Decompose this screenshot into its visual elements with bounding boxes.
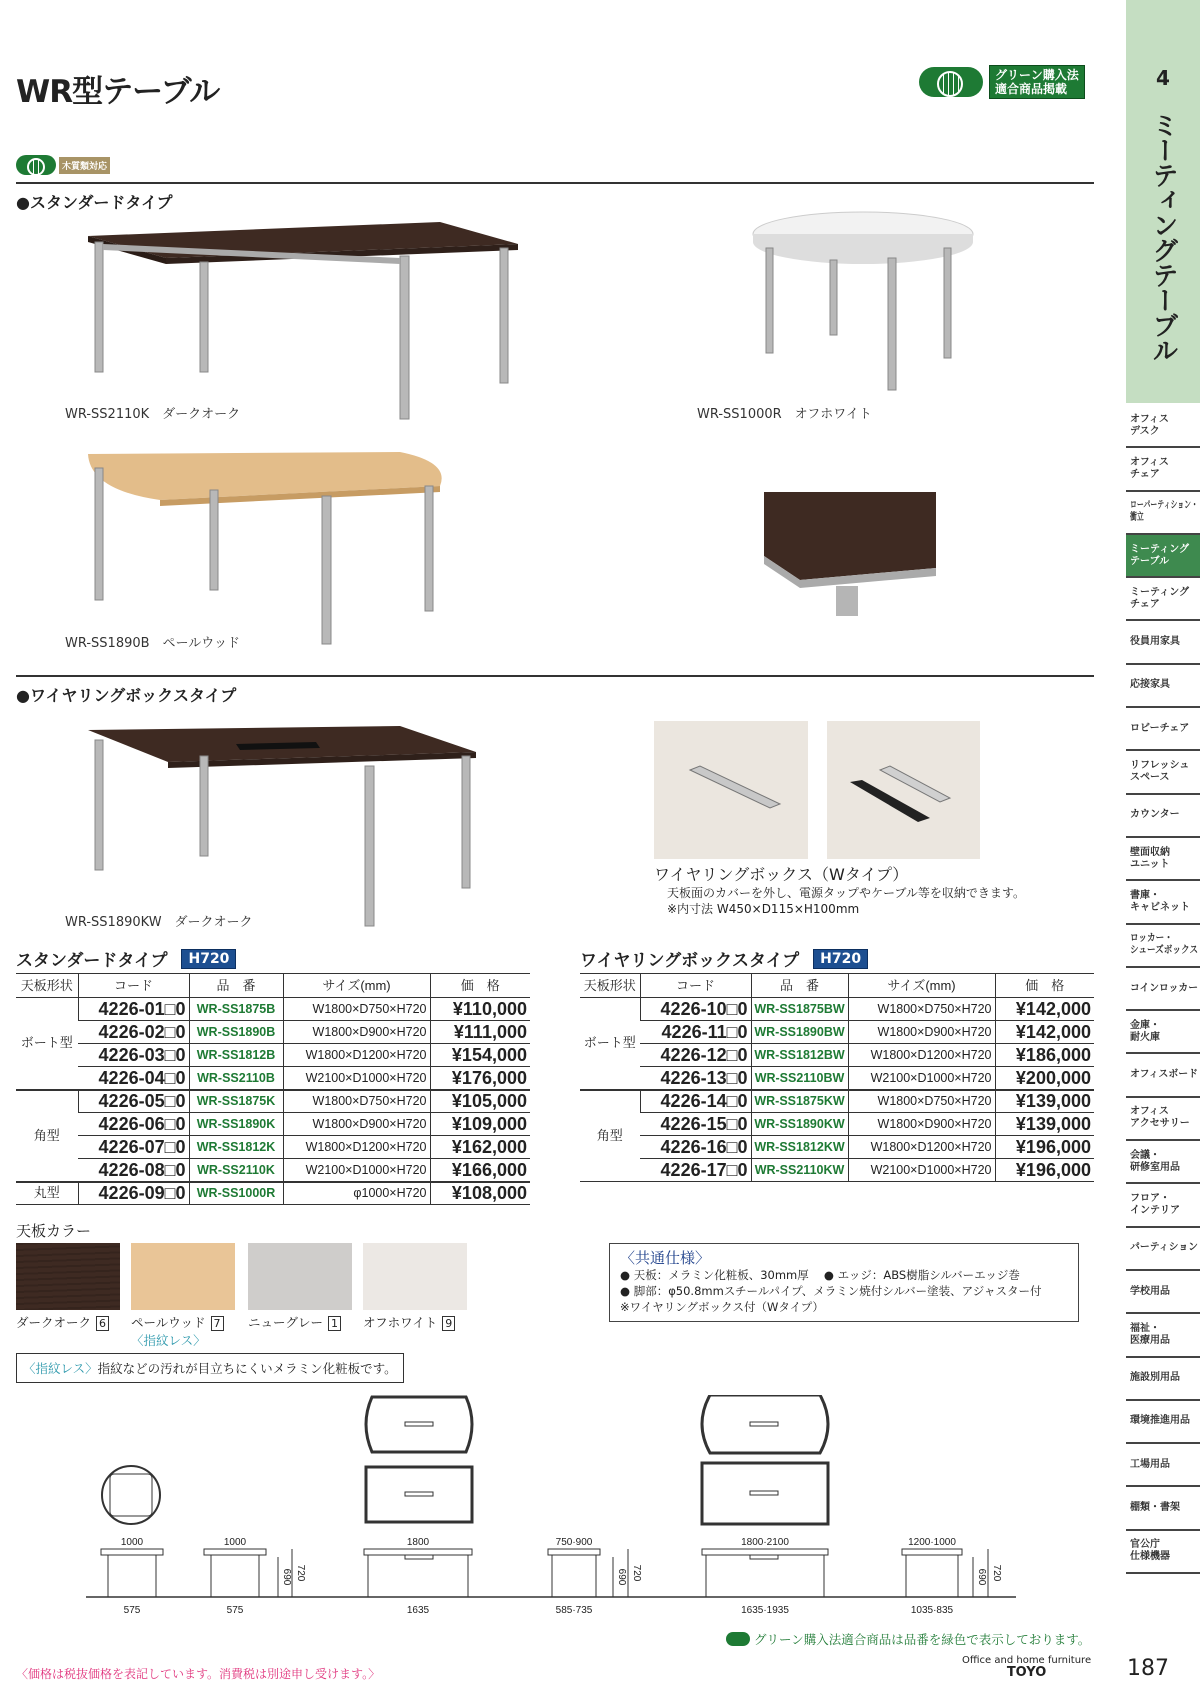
green-purchase-note	[726, 1630, 1090, 1648]
plan-boat-2	[702, 1395, 828, 1453]
column-header: 品 番	[189, 974, 283, 998]
color-name: ニューグレー	[248, 1315, 324, 1330]
elev-4	[548, 1549, 628, 1597]
chapter-index-item[interactable]	[1126, 838, 1200, 881]
size-cell: W1800×D900×H720	[848, 1113, 995, 1136]
chapter-index-item[interactable]	[1126, 1444, 1200, 1487]
size-cell: W1800×D750×H720	[283, 1090, 430, 1113]
brand-name: TOYO	[1006, 1665, 1047, 1680]
note-tag: 〈指紋レス〉	[23, 1361, 98, 1376]
chapter-index-label: コインロッカー	[1130, 982, 1198, 994]
code-cell: 4226-01□0	[78, 998, 189, 1021]
chapter-index-item[interactable]	[1126, 795, 1200, 838]
product-caption: WR-SS2110K ダークオーク	[65, 407, 241, 422]
table-row	[16, 1182, 530, 1205]
color-swatch	[248, 1243, 352, 1310]
pn-cell: WR-SS1875K	[189, 1090, 283, 1113]
shape-cell: ボート型	[16, 998, 78, 1090]
column-header: 価 格	[995, 974, 1094, 998]
wiring-box-desc: 天板面のカバーを外し、電源タップやケーブル等を収納できます。	[667, 886, 1025, 900]
dim-top: 1000	[120, 1537, 144, 1548]
chapter-title: ミーティングテーブル	[1148, 112, 1178, 362]
plan-round	[102, 1466, 160, 1524]
product-image-edge-closeup	[764, 492, 936, 616]
elev-2	[204, 1549, 292, 1597]
size-cell: W1800×D900×H720	[283, 1021, 430, 1044]
price-cell: ¥142,000	[995, 998, 1094, 1021]
pn-cell: WR-SS1812BW	[751, 1044, 848, 1067]
table-title-wiring	[580, 946, 868, 971]
size-cell: W1800×D750×H720	[848, 1090, 995, 1113]
table-header-row	[580, 974, 1094, 998]
code-cell: 4226-03□0	[78, 1044, 189, 1067]
chapter-index-item[interactable]	[1126, 1314, 1200, 1357]
chapter-index-label: オフィスボード	[1130, 1069, 1199, 1081]
dim-h2: 720	[991, 1564, 1002, 1582]
chapter-index-label: フロア・ インテリア	[1130, 1192, 1180, 1216]
note-text: 指紋などの汚れが目立ちにくいメラミン化粧板です。	[97, 1361, 397, 1376]
chapter-index-label: ロビーチェア	[1130, 722, 1190, 734]
code-cell: 4226-12□0	[640, 1044, 751, 1067]
dimension-diagrams	[0, 1395, 1100, 1630]
chapter-index-label: ローパーティション・ 衝立	[1130, 500, 1198, 524]
spec-line: ● 脚部：φ50.8mmスチールパイプ、メラミン焼付シルバー塗装、アジャスター付	[620, 1284, 1042, 1298]
tax-note: 〈価格は税抜価格を表記しています。消費税は別途申し受けます。〉	[16, 1667, 381, 1681]
code-cell: 4226-11□0	[640, 1021, 751, 1044]
pn-cell: WR-SS1812K	[189, 1136, 283, 1159]
dim-top: 750·900	[555, 1537, 593, 1548]
color-name: オフホワイト	[363, 1315, 438, 1330]
price-cell: ¥110,000	[430, 998, 530, 1021]
chapter-index-label: 棚類・書架	[1130, 1502, 1180, 1514]
price-cell: ¥111,000	[430, 1021, 530, 1044]
price-cell: ¥166,000	[430, 1159, 530, 1182]
chapter-index-item[interactable]	[1126, 1358, 1200, 1401]
code-cell: 4226-04□0	[78, 1067, 189, 1090]
size-cell: W1800×D750×H720	[848, 998, 995, 1021]
column-header: 価 格	[430, 974, 530, 998]
product-image-wiring-table	[88, 726, 476, 926]
pn-cell: WR-SS2110BW	[751, 1067, 848, 1090]
dim-h2: 720	[295, 1564, 306, 1582]
plan-rect-2	[702, 1463, 828, 1524]
size-cell: W1800×D900×H720	[848, 1021, 995, 1044]
section-wiring: ●ワイヤリングボックスタイプ	[16, 686, 237, 705]
wiring-box-dims: ※内寸法 W450×D115×H100mm	[667, 902, 860, 916]
color-swatch	[363, 1243, 467, 1310]
chapter-index-item[interactable]	[1126, 751, 1200, 794]
chapter-index-label: ロッカー・ シューズボックス	[1130, 933, 1199, 957]
code-cell: 4226-10□0	[640, 998, 751, 1021]
chapter-index-item[interactable]	[1126, 968, 1200, 1011]
price-cell: ¥142,000	[995, 1021, 1094, 1044]
chapter-index-label: カウンター	[1130, 809, 1180, 821]
dim-h1: 690	[616, 1568, 627, 1586]
color-code: 6	[96, 1316, 109, 1331]
chapter-index-item[interactable]	[1126, 1271, 1200, 1314]
table-row	[580, 1044, 1094, 1067]
chapter-index-item[interactable]	[1126, 881, 1200, 924]
chapter-index-label: 官公庁 仕様機器	[1130, 1539, 1170, 1563]
green-note-text: グリーン購入法適合商品は品番を緑色で表示しております。	[754, 1632, 1091, 1647]
size-cell: W2100×D1000×H720	[283, 1067, 430, 1090]
column-header: 天板形状	[580, 974, 640, 998]
table-row	[580, 1067, 1094, 1090]
size-cell: W2100×D1000×H720	[283, 1159, 430, 1182]
column-header: 天板形状	[16, 974, 78, 998]
size-cell: φ1000×H720	[283, 1182, 430, 1205]
chapter-index-item[interactable]	[1126, 1228, 1200, 1271]
chapter-index-label: 応接家具	[1130, 679, 1170, 691]
chapter-index-item[interactable]	[1126, 405, 1200, 448]
height-badge: H720	[813, 949, 868, 969]
pn-cell: WR-SS1890K	[189, 1113, 283, 1136]
chapter-index-item[interactable]	[1126, 535, 1200, 578]
size-cell: W2100×D1000×H720	[848, 1159, 995, 1182]
table-row	[580, 1113, 1094, 1136]
plan-rect-1	[366, 1467, 472, 1522]
price-cell: ¥196,000	[995, 1136, 1094, 1159]
elev-1	[101, 1549, 163, 1597]
dim-top: 1800	[406, 1537, 430, 1548]
pn-cell: WR-SS2110KW	[751, 1159, 848, 1182]
price-table-wiring	[580, 973, 1094, 1182]
chapter-index-item[interactable]	[1126, 1141, 1200, 1184]
table-row	[580, 1159, 1094, 1182]
chapter-index-label: パーティション	[1130, 1242, 1199, 1254]
chapter-index-label: 環境推進用品	[1130, 1415, 1190, 1427]
chapter-index-item[interactable]	[1126, 1531, 1200, 1574]
chapter-index-label: 金庫・ 耐火庫	[1130, 1019, 1160, 1043]
size-cell: W1800×D750×H720	[283, 998, 430, 1021]
chapter-index-item[interactable]	[1126, 1184, 1200, 1227]
chapter-index-label: 壁面収納 ユニット	[1130, 846, 1170, 870]
color-subnote: 〈指紋レス〉	[131, 1333, 206, 1348]
price-table-standard	[16, 973, 530, 1205]
code-cell: 4226-02□0	[78, 1021, 189, 1044]
chapter-index	[1126, 405, 1200, 1574]
brand	[962, 1655, 1091, 1679]
wiring-box-photo-closed	[654, 721, 808, 859]
chapter-index-item[interactable]	[1126, 1098, 1200, 1141]
product-image-rect-table	[88, 222, 518, 419]
shape-cell: 丸型	[16, 1182, 78, 1205]
code-cell: 4226-16□0	[640, 1136, 751, 1159]
chapter-index-label: オフィス デスク	[1130, 413, 1169, 437]
column-header: サイズ(mm)	[283, 974, 430, 998]
common-spec-box	[609, 1243, 1079, 1322]
chapter-index-label: 役員用家具	[1130, 636, 1180, 648]
color-label	[363, 1313, 455, 1331]
column-header: 品 番	[751, 974, 848, 998]
dim-h1: 690	[281, 1568, 292, 1586]
chapter-index-label: 福祉・ 医療用品	[1130, 1322, 1170, 1346]
chapter-number: 4	[1156, 66, 1170, 90]
pn-cell: WR-SS1000R	[189, 1182, 283, 1205]
chapter-index-item[interactable]	[1126, 1054, 1200, 1097]
green-g-logo-icon	[16, 155, 56, 175]
spec-line: ● 天板：メラミン化粧板、30mm厚 ● エッジ：ABS樹脂シルバーエッジ巻	[620, 1268, 1020, 1282]
elev-5	[702, 1549, 828, 1597]
pn-cell: WR-SS1875B	[189, 998, 283, 1021]
pn-cell: WR-SS2110B	[189, 1067, 283, 1090]
section-standard: ●スタンダードタイプ	[16, 193, 173, 212]
table-title: スタンダードタイプ	[16, 951, 168, 971]
dim-top: 1200·1000	[908, 1537, 956, 1548]
table-row	[580, 1136, 1094, 1159]
spec-line: ※ワイヤリングボックス付（Wタイプ）	[620, 1300, 824, 1314]
page-number: 187	[1127, 1656, 1169, 1681]
dim-bottom: 1635·1935	[741, 1605, 789, 1616]
chapter-index-item[interactable]	[1126, 1401, 1200, 1444]
dim-bottom: 585·735	[555, 1605, 593, 1616]
dim-h1: 690	[976, 1568, 987, 1586]
shape-cell: 角型	[580, 1090, 640, 1182]
code-cell: 4226-15□0	[640, 1113, 751, 1136]
code-cell: 4226-05□0	[78, 1090, 189, 1113]
code-cell: 4226-09□0	[78, 1182, 189, 1205]
shape-cell: ボート型	[580, 998, 640, 1090]
price-cell: ¥154,000	[430, 1044, 530, 1067]
chapter-index-label: オフィス チェア	[1130, 456, 1169, 480]
chapter-sidebar	[1126, 0, 1200, 1697]
chapter-index-item[interactable]	[1126, 448, 1200, 491]
table-row	[16, 1067, 530, 1090]
code-cell: 4226-07□0	[78, 1136, 189, 1159]
chapter-index-label: オフィス アクセサリー	[1130, 1106, 1190, 1130]
price-cell: ¥162,000	[430, 1136, 530, 1159]
product-caption: WR-SS1000R オフホワイト	[697, 407, 872, 422]
size-cell: W1800×D1200×H720	[283, 1136, 430, 1159]
color-name: ダークオーク	[16, 1315, 92, 1330]
chapter-index-label: ミーティング チェア	[1130, 586, 1189, 610]
size-cell: W1800×D1200×H720	[848, 1136, 995, 1159]
chapter-index-label: 学校用品	[1130, 1285, 1170, 1297]
price-cell: ¥139,000	[995, 1113, 1094, 1136]
table-row	[16, 1136, 530, 1159]
table-row	[580, 1090, 1094, 1113]
chapter-index-label: リフレッシュ スペース	[1130, 760, 1190, 784]
dim-top: 1800·2100	[741, 1537, 789, 1548]
pn-cell: WR-SS1812B	[189, 1044, 283, 1067]
chapter-index-item[interactable]	[1126, 708, 1200, 751]
column-header: コード	[640, 974, 751, 998]
pn-cell: WR-SS1890B	[189, 1021, 283, 1044]
price-cell: ¥139,000	[995, 1090, 1094, 1113]
code-cell: 4226-06□0	[78, 1113, 189, 1136]
chapter-index-label: 施設別用品	[1130, 1372, 1180, 1384]
table-row	[16, 1044, 530, 1067]
elev-3	[364, 1549, 472, 1597]
spec-title: 〈共通仕様〉	[620, 1249, 711, 1267]
price-cell: ¥109,000	[430, 1113, 530, 1136]
chapter-index-item[interactable]	[1126, 925, 1200, 968]
color-label	[16, 1313, 109, 1331]
table-row	[16, 998, 530, 1021]
chapter-index-item[interactable]	[1126, 492, 1200, 535]
brand-subtitle: Office and home furniture	[962, 1655, 1092, 1666]
pn-cell: WR-SS2110K	[189, 1159, 283, 1182]
price-cell: ¥196,000	[995, 1159, 1094, 1182]
green-purchase-badge	[919, 65, 1085, 99]
color-code: 1	[328, 1316, 341, 1331]
dim-top: 1000	[223, 1537, 247, 1548]
code-cell: 4226-17□0	[640, 1159, 751, 1182]
chapter-index-label: 工場用品	[1130, 1458, 1170, 1470]
shape-cell: 角型	[16, 1090, 78, 1182]
chapter-index-label: 書庫・ キャビネット	[1130, 889, 1190, 913]
divider	[16, 182, 1094, 184]
table-row	[16, 1021, 530, 1044]
height-badge: H720	[181, 949, 236, 969]
price-cell: ¥186,000	[995, 1044, 1094, 1067]
table-row	[16, 1113, 530, 1136]
wood-badge-text: 木質類対応	[59, 157, 110, 174]
table-row	[580, 998, 1094, 1021]
elev-6	[902, 1549, 988, 1597]
code-cell: 4226-08□0	[78, 1159, 189, 1182]
color-name: ペールウッド	[131, 1315, 206, 1330]
colors-title: 天板カラー	[16, 1222, 92, 1240]
plan-boat-1	[366, 1397, 472, 1452]
chapter-index-label: ミーティング テーブル	[1130, 543, 1189, 567]
code-cell: 4226-14□0	[640, 1090, 751, 1113]
table-header-row	[16, 974, 530, 998]
chapter-index-item[interactable]	[1126, 665, 1200, 708]
chapter-index-label: 会議・ 研修室用品	[1130, 1149, 1180, 1173]
table-row	[16, 1090, 530, 1113]
dim-h2: 720	[631, 1564, 642, 1582]
pn-cell: WR-SS1890KW	[751, 1113, 848, 1136]
pn-cell: WR-SS1890BW	[751, 1021, 848, 1044]
product-caption: WR-SS1890B ペールウッド	[65, 636, 241, 651]
color-label	[131, 1313, 224, 1349]
color-swatch	[131, 1243, 235, 1310]
pn-cell: WR-SS1875KW	[751, 1090, 848, 1113]
color-label	[248, 1313, 341, 1331]
product-caption: WR-SS1890KW ダークオーク	[65, 915, 253, 930]
price-cell: ¥108,000	[430, 1182, 530, 1205]
size-cell: W2100×D1000×H720	[848, 1067, 995, 1090]
price-cell: ¥200,000	[995, 1067, 1094, 1090]
fingerprint-note	[16, 1353, 404, 1383]
product-image-boat-table	[88, 452, 442, 644]
price-cell: ¥105,000	[430, 1090, 530, 1113]
table-title: ワイヤリングボックスタイプ	[580, 951, 800, 971]
column-header: コード	[78, 974, 189, 998]
chapter-index-item[interactable]	[1126, 1487, 1200, 1530]
code-cell: 4226-13□0	[640, 1067, 751, 1090]
dim-bottom: 575	[123, 1605, 141, 1616]
chapter-index-item[interactable]	[1126, 1011, 1200, 1054]
size-cell: W1800×D900×H720	[283, 1113, 430, 1136]
table-row	[16, 1159, 530, 1182]
chapter-index-item[interactable]	[1126, 621, 1200, 664]
color-swatch	[16, 1243, 120, 1310]
price-cell: ¥176,000	[430, 1067, 530, 1090]
table-title-standard	[16, 946, 236, 971]
color-code: 7	[211, 1316, 224, 1331]
page-title: WR型テーブル	[16, 74, 220, 110]
table-row	[580, 1021, 1094, 1044]
size-cell: W1800×D1200×H720	[848, 1044, 995, 1067]
pn-cell: WR-SS1812KW	[751, 1136, 848, 1159]
column-header: サイズ(mm)	[848, 974, 995, 998]
green-g-logo-icon	[726, 1632, 750, 1646]
product-image-round-table	[753, 212, 973, 390]
wood-badge	[16, 155, 110, 175]
dim-bottom: 1035·835	[910, 1605, 954, 1616]
chapter-header	[1126, 0, 1200, 403]
color-code: 9	[442, 1316, 455, 1331]
wiring-box-photo-open	[827, 721, 980, 859]
dim-bottom: 1635	[406, 1605, 430, 1616]
green-badge-text: グリーン購入法 適合商品掲載	[989, 65, 1085, 99]
green-g-logo-icon	[919, 67, 983, 97]
dim-bottom: 575	[226, 1605, 244, 1616]
product-illustrations	[0, 200, 1100, 940]
divider	[16, 675, 1094, 677]
size-cell: W1800×D1200×H720	[283, 1044, 430, 1067]
wiring-box-title: ワイヤリングボックス（Wタイプ）	[654, 865, 909, 884]
pn-cell: WR-SS1875BW	[751, 998, 848, 1021]
chapter-index-item[interactable]	[1126, 578, 1200, 621]
